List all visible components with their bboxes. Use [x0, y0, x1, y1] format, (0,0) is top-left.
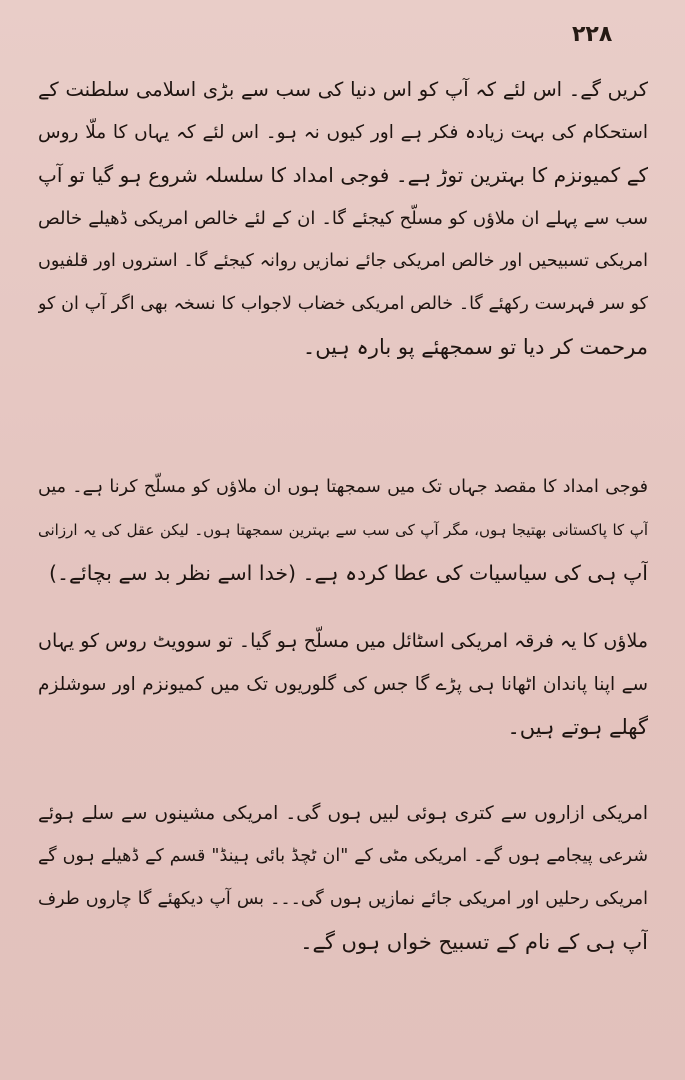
text-line: امریکی رحلیں اور امریکی جائے نمازیں ہوں گی۔۔۔ بس آپ دیکھئے گا چاروں طرف [38, 889, 648, 909]
text-line: آپ ہی کے نام کے تسبیح خواں ہوں گے۔ [300, 930, 648, 954]
text-line: آپ کا پاکستانی بھتیجا ہوں، مگر آپ کی سب سے بہترین سمجھتا ہوں۔ لیکن عقل کی یہ ارزانی [38, 521, 648, 539]
text-line: فوجی امداد کا مقصد جہاں تک میں سمجھتا ہوں ان ملاؤں کو مسلّح کرنا ہے۔ میں [38, 477, 648, 497]
text-line: شرعی پیجامے ہوں گے۔ امریکی مٹی کے "ان ٹچڈ بائی ہینڈ" قسم کے ڈھیلے ہوں گے [38, 846, 648, 866]
text-line: ملاؤں کا یہ فرقہ امریکی اسٹائل میں مسلّح ہو گیا۔ تو سوویٹ روس کو یہاں [38, 630, 648, 652]
text-line: استحکام کی بہت زیادہ فکر ہے اور کیوں نہ ہو۔ اس لئے کہ یہاں کا ملّا روس [38, 122, 648, 143]
text-line: امریکی تسبیحیں اور خالص امریکی جائے نمازیں روانہ کیجئے گا۔ استروں اور قلفیوں [38, 251, 648, 271]
text-line: آپ ہی کی سیاسیات کی عطا کردہ ہے۔ (خدا اسے نظر بد سے بچائے۔) [49, 561, 648, 585]
page-number: ۲۲۸ [572, 22, 613, 47]
text-line: کو سر فہرست رکھئے گا۔ خالص امریکی خضاب لاجواب کا نسخہ بھی اگر آپ ان کو [38, 294, 648, 314]
text-line: مرحمت کر دیا تو سمجھئے پو بارہ ہیں۔ [302, 335, 648, 359]
paragraph-3 [38, 620, 648, 749]
text-line: سب سے پہلے ان ملاؤں کو مسلّح کیجئے گا۔ ان کے لئے خالص امریکی ڈھیلے خالص [38, 208, 648, 229]
text-line: کریں گے۔ اس لئے کہ آپ کو اس دنیا کی سب سے بڑی اسلامی سلطنت کے [38, 78, 648, 101]
text-line: کے کمیونزم کا بہترین توڑ ہے۔ فوجی امداد کا سلسلہ شروع ہو گیا تو آپ [38, 163, 648, 187]
text-line: گھلے ہوتے ہیں۔ [507, 715, 648, 739]
paragraph-4 [38, 792, 648, 964]
paragraph-1 [38, 68, 648, 369]
text-line: امریکی ازاروں سے کتری ہوئی لبیں ہوں گی۔ امریکی مشینوں سے سلے ہوئے [38, 803, 648, 824]
paragraph-2 [38, 466, 648, 595]
text-line: سے اپنا پاندان اٹھانا ہی پڑے گا جس کی گلوریوں تک میں کمیونزم اور سوشلزم [38, 674, 648, 695]
